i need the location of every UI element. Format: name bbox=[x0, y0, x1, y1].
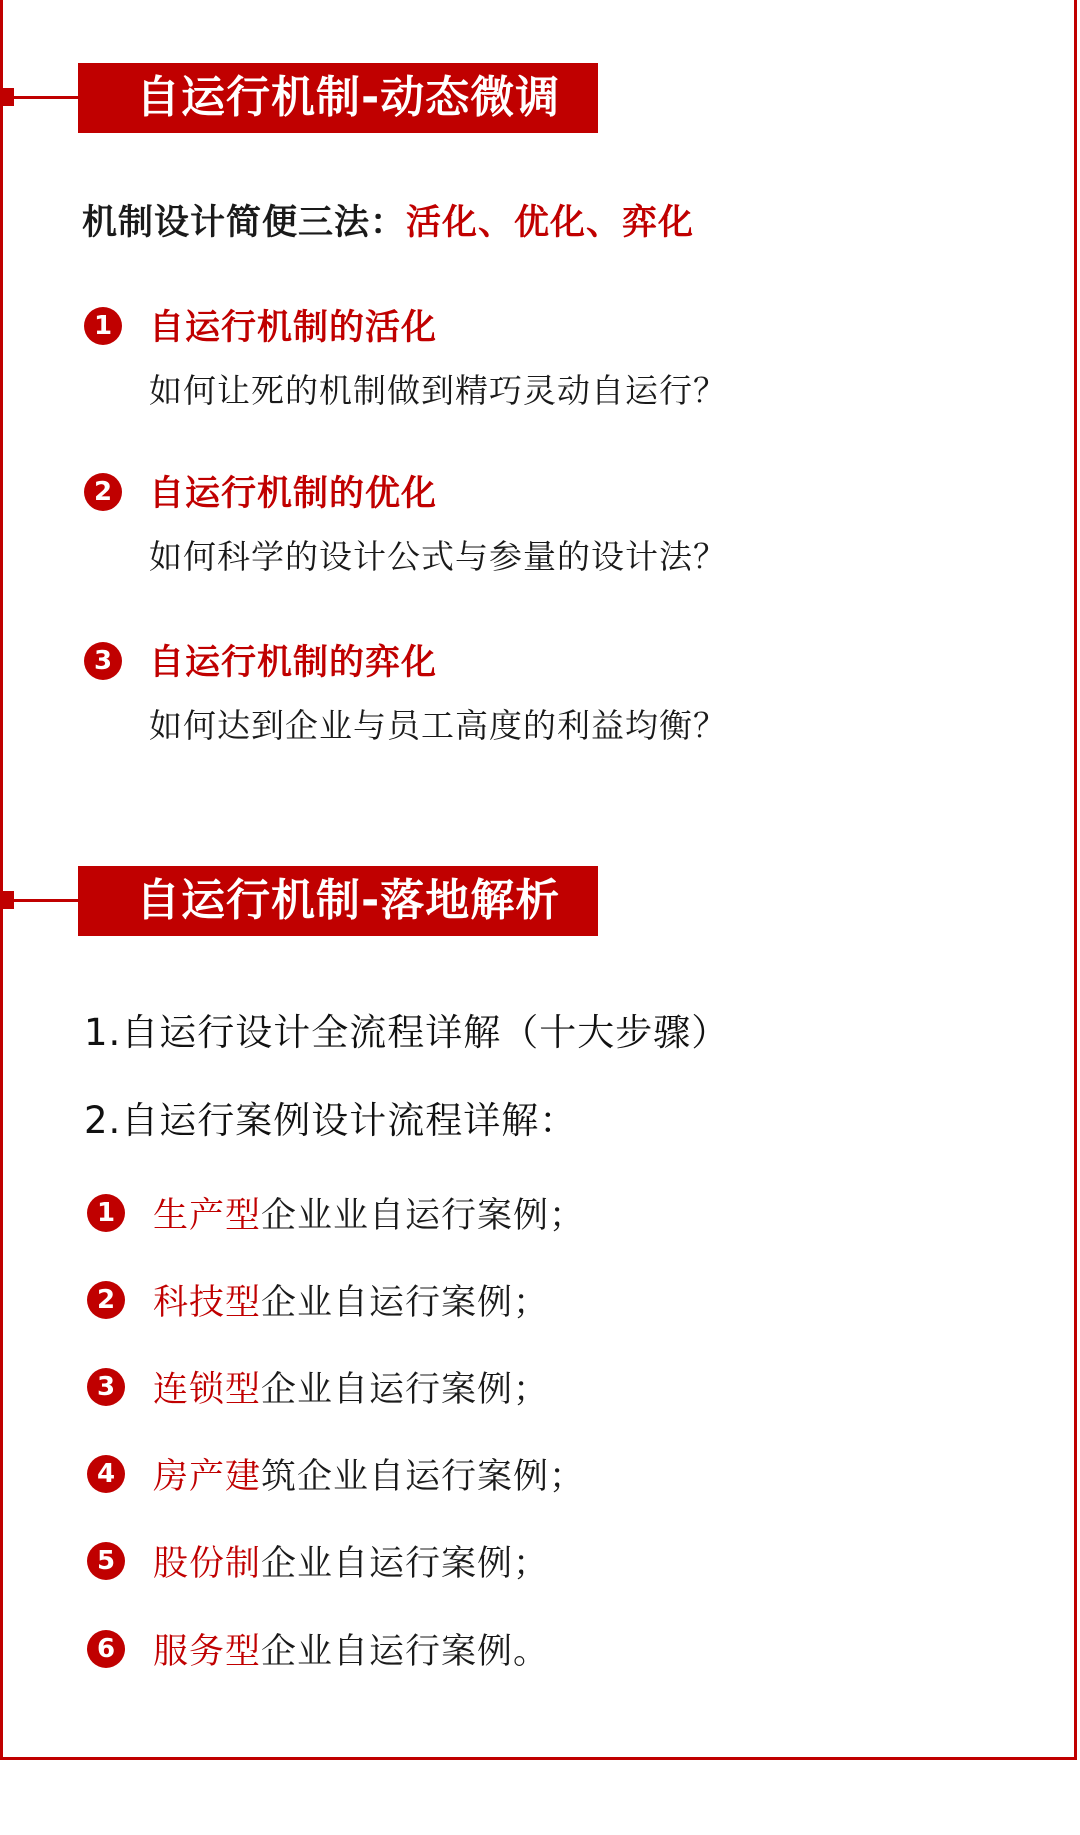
step-line: 1.自运行设计全流程详解（十大步骤） bbox=[84, 1011, 730, 1054]
case-text: 企业自运行案例； bbox=[261, 1370, 550, 1410]
case-type: 股份制 bbox=[153, 1544, 262, 1584]
item-number-badge: 3 bbox=[84, 642, 122, 680]
case-number-badge: 6 bbox=[87, 1630, 125, 1668]
section1-intro bbox=[82, 195, 694, 245]
case-type: 服务型 bbox=[153, 1632, 262, 1672]
case-item bbox=[153, 1624, 549, 1674]
intro-highlight: 活化、优化、弈化 bbox=[406, 203, 695, 243]
case-item bbox=[153, 1275, 549, 1325]
case-number-badge: 4 bbox=[87, 1455, 125, 1493]
section2-title: 自运行机制-落地解析 bbox=[78, 866, 598, 936]
case-item bbox=[153, 1188, 585, 1238]
section1-connector-marker bbox=[0, 88, 14, 106]
case-type: 生产型 bbox=[153, 1196, 262, 1236]
case-type: 连锁型 bbox=[153, 1370, 262, 1410]
section2-connector-marker bbox=[0, 891, 14, 909]
case-item bbox=[153, 1362, 549, 1412]
case-number-badge: 3 bbox=[87, 1368, 125, 1406]
case-number-badge: 1 bbox=[87, 1194, 125, 1232]
intro-prefix: 机制设计简便三法： bbox=[82, 203, 407, 243]
item-number-badge: 1 bbox=[84, 307, 122, 345]
case-text: 筑企业自运行案例； bbox=[261, 1457, 586, 1497]
item-description: 如何科学的设计公式与参量的设计法？ bbox=[149, 537, 727, 576]
case-text: 企业业自运行案例； bbox=[261, 1196, 586, 1236]
case-item bbox=[153, 1449, 585, 1499]
step-line: 2.自运行案例设计流程详解： bbox=[84, 1099, 578, 1142]
case-type: 房产建 bbox=[153, 1457, 262, 1497]
item-description: 如何让死的机制做到精巧灵动自运行？ bbox=[149, 371, 727, 410]
item-number-badge: 2 bbox=[84, 473, 122, 511]
item-title: 自运行机制的弈化 bbox=[149, 643, 438, 683]
case-item bbox=[153, 1536, 549, 1586]
case-number-badge: 5 bbox=[87, 1542, 125, 1580]
case-text: 企业自运行案例。 bbox=[261, 1632, 550, 1672]
item-description: 如何达到企业与员工高度的利益均衡？ bbox=[149, 706, 727, 745]
case-text: 企业自运行案例； bbox=[261, 1544, 550, 1584]
case-text: 企业自运行案例； bbox=[261, 1283, 550, 1323]
case-type: 科技型 bbox=[153, 1283, 262, 1323]
case-number-badge: 2 bbox=[87, 1281, 125, 1319]
item-title: 自运行机制的活化 bbox=[149, 308, 438, 348]
section1-title: 自运行机制-动态微调 bbox=[78, 63, 598, 133]
item-title: 自运行机制的优化 bbox=[149, 474, 438, 514]
